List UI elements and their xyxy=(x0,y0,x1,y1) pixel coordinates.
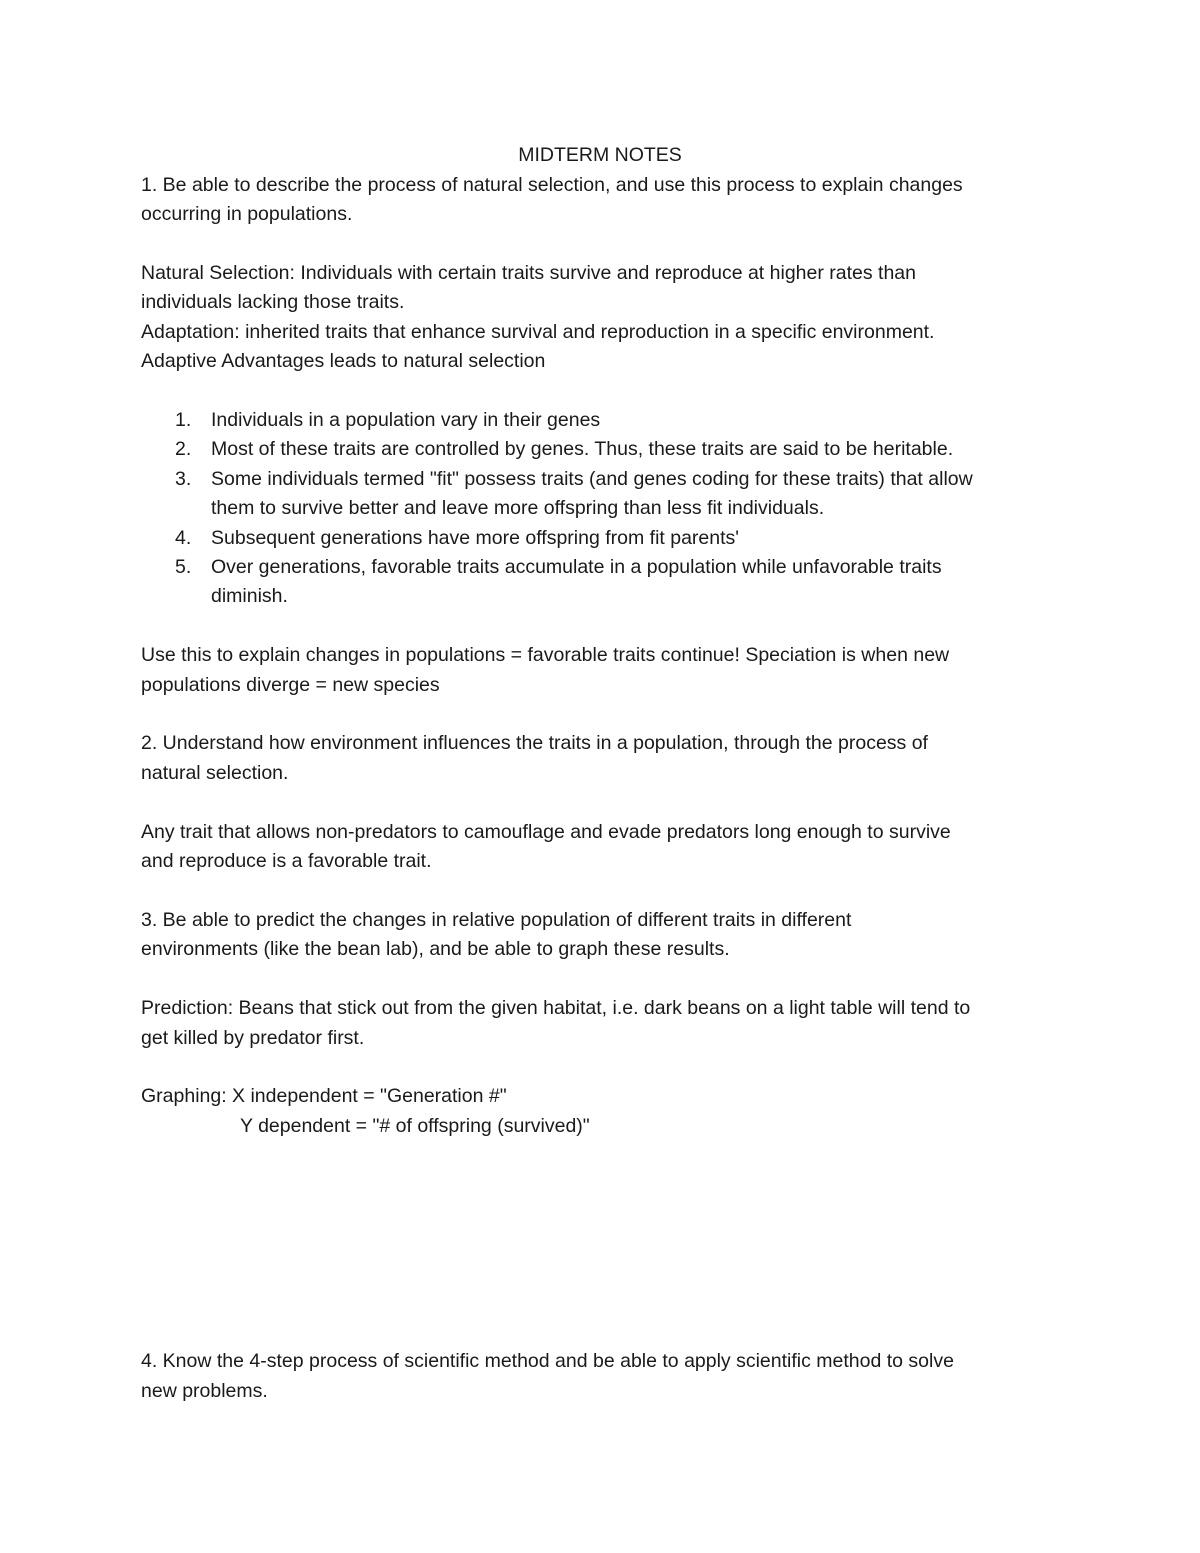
question-1-line-1: 1. Be able to describe the process of natural selection, and use this process to explain changes xyxy=(141,174,963,196)
list-item-text: Individuals in a population vary in their genes xyxy=(211,409,601,431)
list-item-number: 4. xyxy=(175,527,192,549)
adaptive-advantages: Adaptive Advantages leads to natural selection xyxy=(141,350,546,372)
prediction-line-1: Prediction: Beans that stick out from the given habitat, i.e. dark beans on a light table will tend to xyxy=(141,997,971,1019)
natural-selection-line-2: individuals lacking those traits. xyxy=(141,291,405,313)
list-item-text: Subsequent generations have more offspring from fit parents' xyxy=(211,527,740,549)
list-item-number: 5. xyxy=(175,556,192,578)
question-3-line-2: environments (like the bean lab), and be able to graph these results. xyxy=(141,938,730,960)
list-item-number: 3. xyxy=(175,468,192,490)
question-1-line-2: occurring in populations. xyxy=(141,203,353,225)
graphing-x-variable: Graphing: X independent = "Generation #" xyxy=(141,1085,507,1107)
list-item-number: 2. xyxy=(175,438,192,460)
prediction-line-2: get killed by predator first. xyxy=(141,1027,365,1049)
list-item-text: them to survive better and leave more offspring than less fit individuals. xyxy=(211,497,825,519)
any-trait-line-2: and reproduce is a favorable trait. xyxy=(141,850,432,872)
list-item-text: Over generations, favorable traits accumulate in a population while unfavorable traits xyxy=(211,556,942,578)
list-item-number: 1. xyxy=(175,409,192,431)
question-3-line-1: 3. Be able to predict the changes in relative population of different traits in different xyxy=(141,909,852,931)
natural-selection-line-1: Natural Selection: Individuals with certain traits survive and reproduce at higher rates than xyxy=(141,262,916,284)
adaptation-definition: Adaptation: inherited traits that enhance survival and reproduction in a specific environment. xyxy=(141,321,935,343)
question-2-line-1: 2. Understand how environment influences the traits in a population, through the process of xyxy=(141,732,928,754)
list-item-text: Some individuals termed "fit" possess traits (and genes coding for these traits) that allow xyxy=(211,468,973,490)
list-item-text: Most of these traits are controlled by genes. Thus, these traits are said to be heritable. xyxy=(211,438,954,460)
graphing-y-variable: Y dependent = "# of offspring (survived)" xyxy=(240,1115,590,1137)
question-4-line-1: 4. Know the 4-step process of scientific method and be able to apply scientific method to solve xyxy=(141,1350,954,1372)
use-this-line-2: populations diverge = new species xyxy=(141,674,440,696)
list-item-text: diminish. xyxy=(211,585,288,607)
question-4-line-2: new problems. xyxy=(141,1380,268,1402)
page-title: MIDTERM NOTES xyxy=(518,144,682,166)
any-trait-line-1: Any trait that allows non-predators to camouflage and evade predators long enough to survive xyxy=(141,821,951,843)
use-this-line-1: Use this to explain changes in populations = favorable traits continue! Speciation is when new xyxy=(141,644,950,666)
question-2-line-2: natural selection. xyxy=(141,762,289,784)
